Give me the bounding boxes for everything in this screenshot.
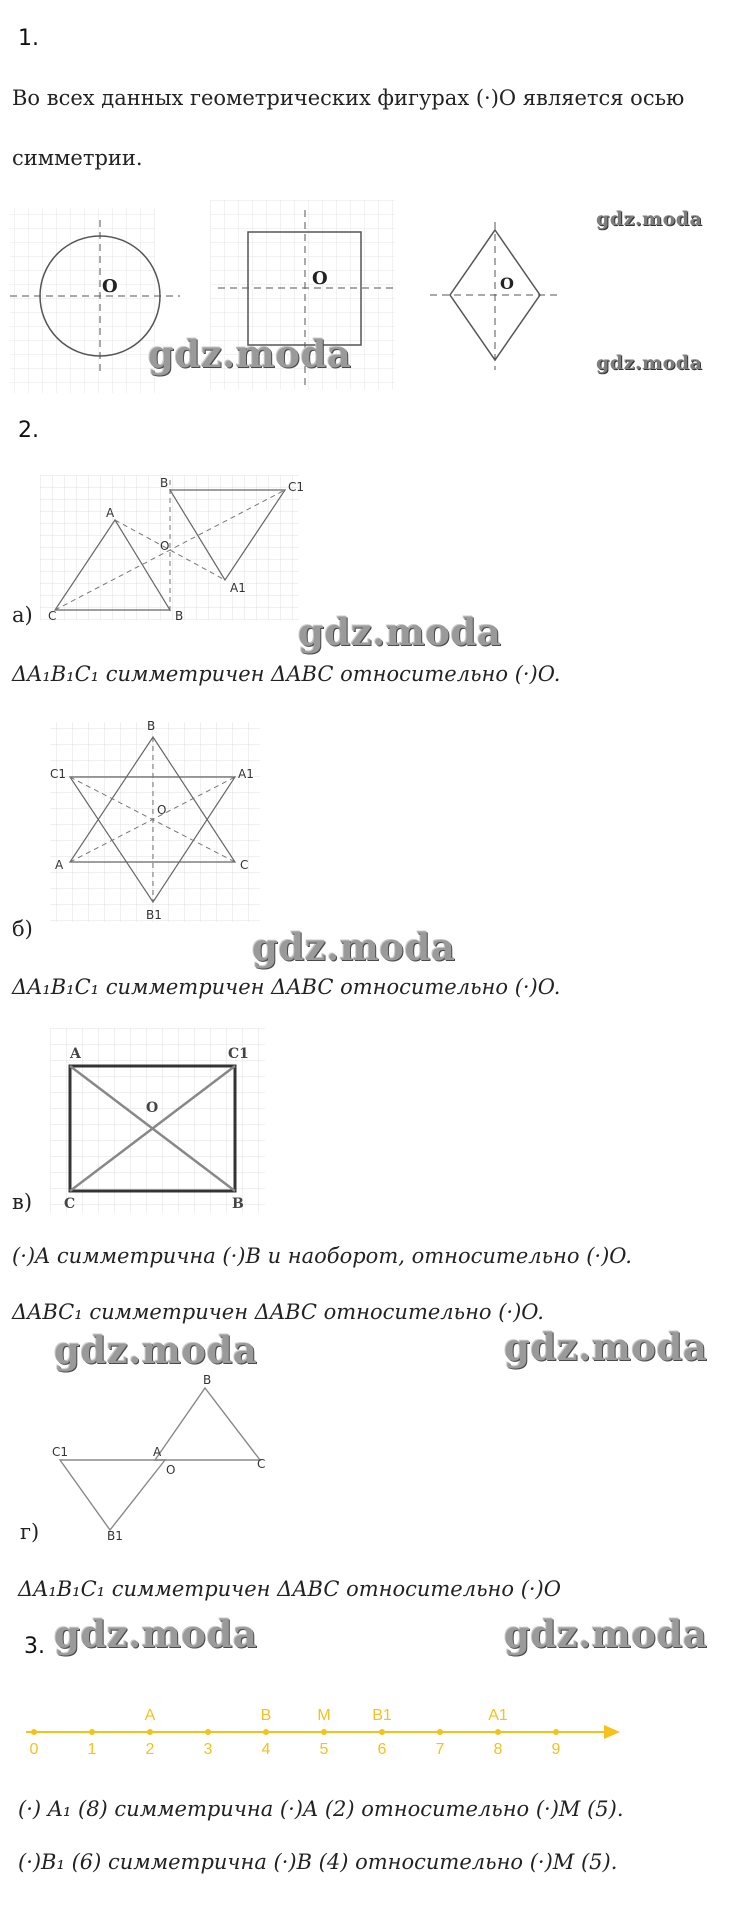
label-C1: C1	[228, 1046, 249, 1062]
square-center-label: O	[312, 268, 328, 289]
task2v-marker: в)	[12, 1190, 33, 1214]
label-C: C	[240, 858, 249, 872]
watermark: gdz.moda	[504, 1325, 708, 1369]
tick-label: 1	[87, 1741, 97, 1758]
watermark: gdz.moda	[504, 1612, 708, 1656]
tick-label: 7	[435, 1741, 445, 1758]
label-A1: A1	[238, 767, 254, 781]
tick-dot	[147, 1729, 153, 1735]
watermark: gdz.moda	[54, 1612, 258, 1656]
watermark: gdz.moda	[298, 610, 502, 654]
task1-number: 1.	[18, 26, 39, 51]
label-B: B	[203, 1373, 212, 1387]
tick-label: 5	[319, 1741, 329, 1758]
task2v-caption2: ΔABC₁ симметричен ΔABC относительно (·)O.	[12, 1300, 544, 1324]
label-C: C	[257, 1457, 266, 1471]
tick-dot	[31, 1729, 37, 1735]
tick-dot	[553, 1729, 559, 1735]
label-O: O	[166, 1463, 176, 1477]
label-B-bottom: B	[175, 609, 184, 623]
label-O: O	[160, 539, 170, 553]
label-A1: A1	[230, 581, 246, 595]
tick-dot	[321, 1729, 327, 1735]
label-C1: C1	[52, 1445, 69, 1459]
label-B: B	[160, 476, 169, 490]
tick-dot	[263, 1729, 269, 1735]
label-C: C	[64, 1196, 76, 1212]
label-C1: C1	[50, 767, 67, 781]
task2v-figure	[50, 1028, 280, 1218]
label-A: A	[70, 1046, 81, 1062]
task2g-figure	[50, 1370, 280, 1543]
tick-dot	[495, 1729, 501, 1735]
task1-text-line2: симметрии.	[12, 146, 143, 170]
point-label-a1: A1	[488, 1707, 508, 1724]
task3-line1: (·) A₁ (8) симметрична (·)A (2) относительно (·)M (5).	[18, 1797, 624, 1821]
label-O: O	[157, 803, 167, 817]
label-A: A	[55, 858, 64, 872]
label-C: C	[48, 609, 57, 623]
tick-label: 3	[203, 1741, 213, 1758]
watermark: gdz.moda	[596, 352, 703, 374]
tick-label: 8	[493, 1741, 503, 1758]
watermark: gdz.moda	[54, 1328, 258, 1372]
task2a-marker: а)	[12, 603, 33, 627]
point-label-a: A	[144, 1707, 156, 1724]
task2v-caption1: (·)A симметрична (·)B и наоборот, относительно (·)O.	[12, 1244, 632, 1268]
tick-dot	[89, 1729, 95, 1735]
task1-text-line1: Во всех данных геометрических фигурах (·)O является осью	[12, 86, 685, 110]
tick-dot	[205, 1729, 211, 1735]
tick-label: 6	[377, 1741, 387, 1758]
watermark: gdz.moda	[148, 332, 352, 376]
tick-label: 2	[145, 1741, 155, 1758]
watermark: gdz.moda	[252, 925, 456, 969]
task3-number: 3.	[24, 1634, 45, 1659]
rhombus-center-label: O	[500, 274, 514, 293]
label-A: A	[153, 1445, 162, 1459]
tick-dot	[437, 1729, 443, 1735]
task2a-figure	[40, 475, 310, 625]
point-label-b: B	[260, 1707, 272, 1724]
axis-arrow	[604, 1725, 620, 1739]
task2a-caption: ΔA₁B₁C₁ симметричен ΔABC относительно (·)O.	[12, 662, 561, 686]
task2-number: 2.	[18, 418, 39, 443]
point-label-b1: B1	[372, 1707, 392, 1724]
label-B: B	[232, 1196, 244, 1212]
tick-label: 9	[551, 1741, 561, 1758]
task3-line2: (·)B₁ (6) симметрична (·)B (4) относительно (·)M (5).	[18, 1850, 618, 1874]
watermark: gdz.moda	[596, 208, 703, 230]
label-B1: B1	[146, 908, 162, 922]
point-label-m: M	[317, 1707, 331, 1724]
label-C1: C1	[288, 480, 305, 494]
tick-label: 0	[29, 1741, 39, 1758]
task2b-caption: ΔA₁B₁C₁ симметричен ΔABC относительно (·)O.	[12, 975, 561, 999]
label-B: B	[147, 719, 156, 733]
tick-label: 4	[261, 1741, 271, 1758]
number-line	[20, 1690, 640, 1760]
label-B1: B1	[107, 1529, 123, 1543]
task2b-marker: б)	[12, 917, 33, 941]
label-A: A	[106, 506, 115, 520]
task2g-marker: г)	[20, 1520, 40, 1544]
label-O: O	[146, 1100, 159, 1116]
circle-center-label: O	[102, 276, 118, 297]
tick-dot	[379, 1729, 385, 1735]
task2b-figure	[40, 712, 280, 932]
task2g-caption: ΔA₁B₁C₁ симметричен ΔABC относительно (·)O	[18, 1577, 561, 1601]
